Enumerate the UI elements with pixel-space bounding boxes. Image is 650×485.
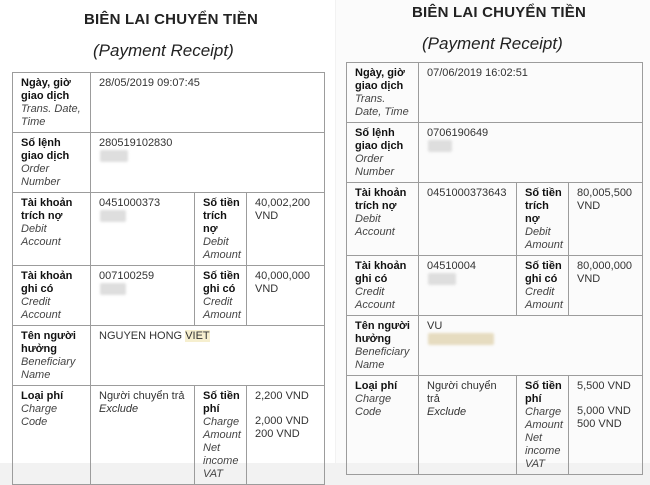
credit-account-label: Tài khoản ghi có	[21, 270, 73, 295]
credit-account-value: 007100259	[99, 270, 189, 295]
debit-amount-label: Số tiền trích nợ	[203, 197, 240, 235]
debit-account-label: Tài khoản trích nợ	[355, 187, 407, 212]
charge-amount-value: 5,500 VND	[577, 380, 631, 392]
row-order-number	[13, 133, 325, 193]
trans-date-label: Ngày, giờ giao dịch	[355, 67, 405, 92]
row-trans-date	[347, 63, 643, 123]
fee-type-value: Người chuyển trả	[427, 380, 497, 405]
row-credit	[13, 266, 325, 326]
credit-account-label-en: Credit Account	[355, 286, 395, 311]
order-number-label: Số lệnh giao dịch	[21, 137, 70, 162]
trans-date-label: Ngày, giờ giao dịch	[21, 77, 71, 102]
receipt-title: BIÊN LAI CHUYỂN TIỀN	[412, 4, 587, 21]
row-credit	[347, 256, 643, 316]
debit-amount-label-en: Debit Amount	[525, 226, 563, 251]
charge-net-value: 2,000 VND	[255, 415, 309, 427]
credit-account-label-en: Credit Account	[21, 296, 61, 321]
credit-account-value: 04510004	[427, 260, 511, 285]
row-order-number	[347, 123, 643, 183]
receipt-subtitle: (Payment Receipt)	[93, 41, 234, 60]
row-trans-date	[13, 73, 325, 133]
order-number-value: 280519102830	[99, 137, 319, 162]
beneficiary-value: NGUYEN HONG VIET	[99, 330, 210, 342]
row-charge	[347, 376, 643, 475]
charge-amount-label-en: Charge Amount Net income VAT	[525, 406, 563, 470]
beneficiary-label-en: Beneficiary Name	[355, 346, 410, 371]
credit-amount-label: Số tiền ghi có	[525, 260, 562, 285]
debit-account-value: 0451000373643	[427, 187, 507, 199]
row-charge	[13, 386, 325, 485]
credit-amount-value: 40,000,000 VND	[255, 270, 311, 295]
row-debit	[347, 183, 643, 256]
receipt-title: BIÊN LAI CHUYỂN TIỀN	[84, 11, 259, 28]
order-number-label: Số lệnh giao dịch	[355, 127, 404, 152]
fee-type-label: Loại phí	[21, 390, 64, 402]
fee-type-label: Loại phí	[355, 380, 398, 392]
order-number-value: 0706190649	[427, 127, 637, 152]
fee-type-label-en: Charge Code	[355, 393, 392, 418]
credit-amount-label-en: Credit Amount	[525, 286, 563, 311]
credit-amount-label: Số tiền ghi có	[203, 270, 240, 295]
debit-account-value: 0451000373	[99, 197, 189, 222]
row-beneficiary	[347, 316, 643, 376]
debit-amount-value: 40,002,200 VND	[255, 197, 311, 222]
beneficiary-label: Tên người hưởng	[21, 330, 76, 355]
debit-amount-label: Số tiền trích nợ	[525, 187, 562, 225]
debit-amount-value: 80,005,500 VND	[577, 187, 633, 212]
receipt-right	[336, 0, 650, 470]
receipt-table	[346, 62, 643, 475]
fee-type-value-en: Exclude	[99, 403, 139, 415]
trans-date-value: 28/05/2019 09:07:45	[99, 77, 200, 89]
trans-date-value: 07/06/2019 16:02:51	[427, 67, 528, 79]
row-debit	[13, 193, 325, 266]
beneficiary-value: VU	[427, 320, 637, 345]
charge-amount-label: Số tiền phí	[525, 380, 562, 405]
trans-date-label-en: Trans. Date, Time	[355, 93, 409, 118]
fee-type-value-en: Exclude	[427, 406, 467, 418]
charge-amount-label-en: Charge Amount Net income VAT	[203, 416, 241, 480]
receipt-table	[12, 72, 325, 485]
receipt-subtitle: (Payment Receipt)	[422, 34, 563, 53]
trans-date-label-en: Trans. Date, Time	[21, 103, 81, 128]
order-number-label-en: Order Number	[355, 153, 395, 178]
fee-type-value: Người chuyển trả	[99, 390, 185, 402]
debit-account-label-en: Debit Account	[355, 213, 395, 238]
charge-amount-label: Số tiền phí	[203, 390, 240, 415]
credit-amount-label-en: Credit Amount	[203, 296, 241, 321]
charge-amount-value: 2,200 VND	[255, 390, 309, 402]
order-number-label-en: Order Number	[21, 163, 61, 188]
charge-vat-value: 500 VND	[577, 418, 622, 430]
charge-vat-value: 200 VND	[255, 428, 300, 440]
debit-account-label: Tài khoản trích nợ	[21, 197, 73, 222]
row-beneficiary	[13, 326, 325, 386]
charge-net-value: 5,000 VND	[577, 405, 631, 417]
beneficiary-label: Tên người hưởng	[355, 320, 410, 345]
credit-account-label: Tài khoản ghi có	[355, 260, 407, 285]
debit-amount-label-en: Debit Amount	[203, 236, 241, 261]
beneficiary-label-en: Beneficiary Name	[21, 356, 76, 381]
fee-type-label-en: Charge Code	[21, 403, 58, 428]
credit-amount-value: 80,000,000 VND	[577, 260, 633, 285]
debit-account-label-en: Debit Account	[21, 223, 61, 248]
